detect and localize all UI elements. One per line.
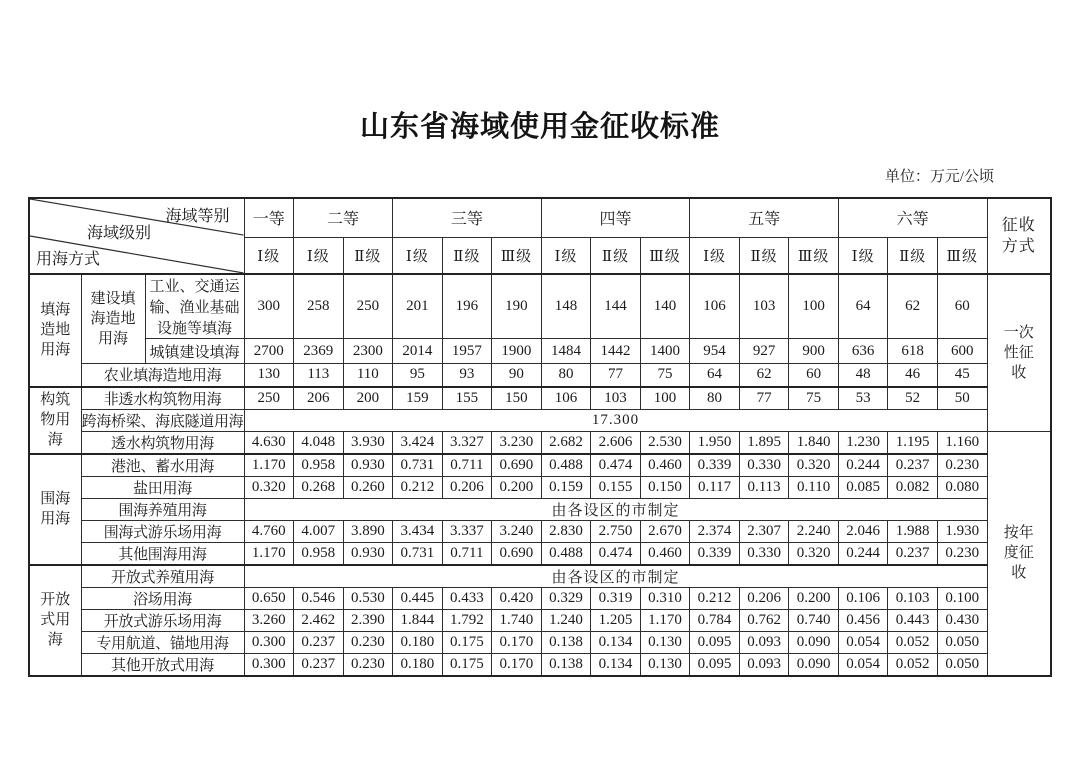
fee-value-cell: 2369 (294, 339, 344, 364)
fee-value-cell: 0.200 (789, 587, 839, 609)
use-type-cell: 透水构筑物用海 (81, 431, 244, 454)
fee-value-cell: 1.170 (640, 609, 690, 631)
fee-value-cell: 0.230 (343, 631, 393, 653)
fee-value-cell: 100 (640, 387, 690, 410)
use-category-cell-label: 开放式用海 (40, 592, 71, 648)
table-row (29, 498, 1051, 520)
fee-value-cell: 103 (591, 387, 641, 410)
fee-value-cell: 200 (343, 387, 393, 410)
fee-value-cell: 144 (591, 274, 641, 339)
fee-value-cell: 0.206 (739, 587, 789, 609)
fee-value-cell: 0.260 (343, 476, 393, 498)
fee-value-cell: 2.390 (343, 609, 393, 631)
use-subcategory-cell-label: 建设填海造地用海 (90, 291, 136, 347)
fee-value-cell: 2.682 (541, 431, 591, 454)
table-row (29, 520, 1051, 542)
fee-value-cell: 0.474 (591, 542, 641, 565)
corner-label-sea-level: 海域级别 (87, 225, 152, 242)
fee-value-cell: 52 (888, 387, 938, 410)
use-type-cell: 专用航道、锚地用海 (81, 631, 244, 653)
fee-value-cell: 148 (541, 274, 591, 339)
fee-value-cell: 3.930 (343, 431, 393, 454)
fee-value-cell: 3.260 (244, 609, 294, 631)
fee-value-cell: 2.046 (838, 520, 888, 542)
collection-method-cell (987, 431, 1051, 676)
table-row (29, 431, 1051, 454)
fee-value-cell: 0.237 (294, 631, 344, 653)
fee-value-cell: 106 (690, 274, 740, 339)
collection-method-header-label: 征收方式 (1001, 217, 1036, 255)
fee-value-cell: 1.895 (739, 431, 789, 454)
table-row (29, 609, 1051, 631)
fee-value-cell: 0.085 (838, 476, 888, 498)
level-header: Ⅰ级 (541, 237, 591, 274)
fee-value-cell: 0.300 (244, 631, 294, 653)
fee-value-cell: 0.731 (393, 454, 443, 477)
fee-value-cell: 103 (739, 274, 789, 339)
table-row (29, 387, 1051, 410)
fee-value-cell: 0.175 (442, 653, 492, 676)
fee-value-cell: 0.784 (690, 609, 740, 631)
fee-value-cell: 110 (343, 364, 393, 387)
fee-value-cell: 0.150 (640, 476, 690, 498)
use-type-cell: 开放式养殖用海 (81, 565, 244, 588)
fee-value-cell: 190 (492, 274, 542, 339)
fee-value-cell: 0.244 (838, 542, 888, 565)
fee-value-cell: 130 (244, 364, 294, 387)
fee-value-cell: 3.240 (492, 520, 542, 542)
fee-value-cell: 0.180 (393, 653, 443, 676)
use-category-cell-label: 填海造地用海 (40, 302, 71, 359)
fee-value-cell: 1.195 (888, 431, 938, 454)
fee-value-cell: 0.330 (739, 542, 789, 565)
fee-value-cell: 1.840 (789, 431, 839, 454)
fee-value-cell: 0.138 (541, 631, 591, 653)
fee-value-cell: 2.750 (591, 520, 641, 542)
fee-table (28, 197, 1052, 677)
fee-value-cell: 0.930 (343, 454, 393, 477)
fee-value-cell: 0.762 (739, 609, 789, 631)
fee-value-cell: 0.180 (393, 631, 443, 653)
use-category-cell-label: 围海用海 (40, 491, 71, 527)
fee-value-cell: 0.488 (541, 454, 591, 477)
fee-value-cell: 0.052 (888, 653, 938, 676)
fee-value-cell: 90 (492, 364, 542, 387)
fee-value-cell: 0.339 (690, 454, 740, 477)
fee-value-cell: 0.134 (591, 653, 641, 676)
level-header: Ⅰ级 (838, 237, 888, 274)
fee-value-cell: 48 (838, 364, 888, 387)
use-category-cell-label: 构筑物用海 (40, 392, 71, 448)
level-header: Ⅰ级 (393, 237, 443, 274)
fee-value-cell: 64 (838, 274, 888, 339)
fee-value-cell: 1.170 (244, 542, 294, 565)
fee-value-cell: 927 (739, 339, 789, 364)
table-row (29, 409, 1051, 431)
fee-value-cell: 150 (492, 387, 542, 410)
grade-group-header: 三等 (393, 198, 542, 237)
fee-value-cell: 0.212 (690, 587, 740, 609)
fee-value-cell: 0.711 (442, 542, 492, 565)
fee-value-cell: 62 (739, 364, 789, 387)
use-type-cell: 城镇建设填海 (145, 339, 244, 364)
fee-value-cell: 0.175 (442, 631, 492, 653)
table-row (29, 653, 1051, 676)
fee-value-cell: 196 (442, 274, 492, 339)
level-header: Ⅲ级 (789, 237, 839, 274)
fee-value-cell: 60 (937, 274, 987, 339)
fee-value-cell: 0.054 (838, 631, 888, 653)
fee-value-cell: 2.462 (294, 609, 344, 631)
table-row (29, 631, 1051, 653)
fee-value-cell: 0.530 (343, 587, 393, 609)
merged-value-cell: 17.300 (244, 409, 987, 431)
fee-value-cell: 0.200 (492, 476, 542, 498)
use-type-cell: 浴场用海 (81, 587, 244, 609)
fee-value-cell: 0.690 (492, 542, 542, 565)
fee-value-cell: 0.052 (888, 631, 938, 653)
fee-value-cell: 62 (888, 274, 938, 339)
fee-value-cell: 93 (442, 364, 492, 387)
use-type-cell: 其他围海用海 (81, 542, 244, 565)
use-category-cell (29, 454, 81, 565)
use-type-cell: 农业填海造地用海 (81, 364, 244, 387)
grade-group-header: 五等 (690, 198, 839, 237)
table-header (29, 198, 1051, 274)
fee-value-cell: 4.630 (244, 431, 294, 454)
collection-method-header (987, 198, 1051, 274)
fee-value-cell: 0.093 (739, 631, 789, 653)
use-type-cell: 非透水构筑物用海 (81, 387, 244, 410)
fee-value-cell: 0.050 (937, 631, 987, 653)
fee-value-cell: 0.488 (541, 542, 591, 565)
fee-value-cell: 2.670 (640, 520, 690, 542)
fee-value-cell: 1442 (591, 339, 641, 364)
fee-value-cell: 100 (789, 274, 839, 339)
merged-value-cell: 由各设区的市制定 (244, 498, 987, 520)
fee-value-cell: 0.731 (393, 542, 443, 565)
level-header: Ⅲ级 (937, 237, 987, 274)
fee-value-cell: 0.095 (690, 631, 740, 653)
fee-value-cell: 4.007 (294, 520, 344, 542)
fee-value-cell: 954 (690, 339, 740, 364)
fee-value-cell: 80 (541, 364, 591, 387)
fee-value-cell: 53 (838, 387, 888, 410)
fee-value-cell: 0.546 (294, 587, 344, 609)
fee-value-cell: 0.443 (888, 609, 938, 631)
fee-value-cell: 75 (640, 364, 690, 387)
use-type-cell: 跨海桥梁、海底隧道用海 (81, 409, 244, 431)
table-row (29, 274, 1051, 339)
grade-group-header: 一等 (244, 198, 294, 237)
use-type-cell: 围海养殖用海 (81, 498, 244, 520)
fee-value-cell: 600 (937, 339, 987, 364)
fee-value-cell: 0.474 (591, 454, 641, 477)
unit-label: 单位：万元/公顷 (884, 169, 994, 185)
fee-value-cell: 201 (393, 274, 443, 339)
fee-value-cell: 1.950 (690, 431, 740, 454)
fee-value-cell: 140 (640, 274, 690, 339)
fee-value-cell: 113 (294, 364, 344, 387)
fee-value-cell: 0.460 (640, 454, 690, 477)
level-header: Ⅲ级 (640, 237, 690, 274)
fee-value-cell: 1400 (640, 339, 690, 364)
fee-value-cell: 0.339 (690, 542, 740, 565)
fee-value-cell: 0.237 (888, 454, 938, 477)
use-category-cell (29, 565, 81, 676)
fee-value-cell: 2.830 (541, 520, 591, 542)
use-type-cell: 港池、蓄水用海 (81, 454, 244, 477)
fee-value-cell: 250 (343, 274, 393, 339)
table-row (29, 364, 1051, 387)
fee-value-cell: 0.420 (492, 587, 542, 609)
fee-value-cell: 1.740 (492, 609, 542, 631)
fee-value-cell: 0.080 (937, 476, 987, 498)
use-type-cell: 开放式游乐场用海 (81, 609, 244, 631)
fee-value-cell: 3.337 (442, 520, 492, 542)
fee-value-cell: 159 (393, 387, 443, 410)
fee-value-cell: 0.130 (640, 631, 690, 653)
fee-value-cell: 0.230 (937, 542, 987, 565)
fee-value-cell: 77 (591, 364, 641, 387)
fee-value-cell: 75 (789, 387, 839, 410)
table-body (29, 274, 1051, 676)
fee-value-cell: 3.890 (343, 520, 393, 542)
fee-value-cell: 0.430 (937, 609, 987, 631)
fee-value-cell: 3.230 (492, 431, 542, 454)
fee-value-cell: 1.160 (937, 431, 987, 454)
fee-value-cell: 0.138 (541, 653, 591, 676)
fee-value-cell: 0.320 (244, 476, 294, 498)
fee-value-cell: 0.117 (690, 476, 740, 498)
use-category-cell (29, 274, 81, 387)
collection-method-cell (987, 274, 1051, 431)
fee-value-cell: 0.711 (442, 454, 492, 477)
fee-value-cell: 0.159 (541, 476, 591, 498)
grade-group-header: 四等 (541, 198, 690, 237)
fee-value-cell: 0.090 (789, 631, 839, 653)
fee-value-cell: 0.212 (393, 476, 443, 498)
fee-value-cell: 250 (244, 387, 294, 410)
use-type-cell: 围海式游乐场用海 (81, 520, 244, 542)
corner-cell (29, 198, 244, 274)
table-row (29, 542, 1051, 565)
fee-value-cell: 2014 (393, 339, 443, 364)
table-row (29, 454, 1051, 477)
fee-value-cell: 1957 (442, 339, 492, 364)
fee-value-cell: 80 (690, 387, 740, 410)
page-title: 山东省海域使用金征收标准 (359, 111, 720, 143)
fee-value-cell: 0.155 (591, 476, 641, 498)
fee-value-cell: 0.958 (294, 454, 344, 477)
fee-value-cell: 0.050 (937, 653, 987, 676)
fee-value-cell: 618 (888, 339, 938, 364)
collection-method-cell-label: 一次性征收 (1003, 324, 1034, 381)
fee-value-cell: 0.740 (789, 609, 839, 631)
fee-value-cell: 0.690 (492, 454, 542, 477)
fee-value-cell: 0.230 (937, 454, 987, 477)
fee-value-cell: 2.606 (591, 431, 641, 454)
fee-value-cell: 0.310 (640, 587, 690, 609)
fee-value-cell: 0.113 (739, 476, 789, 498)
use-type-cell: 盐田用海 (81, 476, 244, 498)
fee-value-cell: 0.130 (640, 653, 690, 676)
fee-value-cell: 636 (838, 339, 888, 364)
level-header: Ⅰ级 (294, 237, 344, 274)
merged-value-cell: 由各设区的市制定 (244, 565, 987, 588)
level-header: Ⅱ级 (739, 237, 789, 274)
table-row (29, 587, 1051, 609)
fee-value-cell: 0.100 (937, 587, 987, 609)
fee-value-cell: 2300 (343, 339, 393, 364)
fee-value-cell: 0.110 (789, 476, 839, 498)
fee-value-cell: 2.307 (739, 520, 789, 542)
fee-value-cell: 0.106 (838, 587, 888, 609)
fee-value-cell: 0.930 (343, 542, 393, 565)
fee-value-cell: 46 (888, 364, 938, 387)
fee-value-cell: 1484 (541, 339, 591, 364)
grade-header-row (29, 198, 1051, 237)
use-category-cell (29, 387, 81, 454)
table-row (29, 476, 1051, 498)
fee-value-cell: 900 (789, 339, 839, 364)
fee-value-cell: 2.240 (789, 520, 839, 542)
fee-value-cell: 0.320 (789, 542, 839, 565)
fee-value-cell: 4.048 (294, 431, 344, 454)
fee-value-cell: 60 (789, 364, 839, 387)
corner-label-sea-grade: 海域等别 (165, 208, 230, 225)
use-type-cell: 其他开放式用海 (81, 653, 244, 676)
fee-value-cell: 0.329 (541, 587, 591, 609)
table-row (29, 339, 1051, 364)
fee-value-cell: 1.205 (591, 609, 641, 631)
fee-value-cell: 3.424 (393, 431, 443, 454)
fee-value-cell: 2.374 (690, 520, 740, 542)
fee-value-cell: 4.760 (244, 520, 294, 542)
fee-value-cell: 106 (541, 387, 591, 410)
fee-value-cell: 1.240 (541, 609, 591, 631)
fee-value-cell: 0.456 (838, 609, 888, 631)
fee-value-cell: 0.237 (294, 653, 344, 676)
level-header: Ⅱ级 (591, 237, 641, 274)
fee-value-cell: 64 (690, 364, 740, 387)
fee-value-cell: 0.093 (739, 653, 789, 676)
fee-value-cell: 300 (244, 274, 294, 339)
fee-value-cell: 206 (294, 387, 344, 410)
fee-value-cell: 0.095 (690, 653, 740, 676)
grade-group-header: 二等 (294, 198, 393, 237)
fee-value-cell: 77 (739, 387, 789, 410)
fee-value-cell: 0.268 (294, 476, 344, 498)
fee-value-cell: 0.054 (838, 653, 888, 676)
fee-value-cell: 0.300 (244, 653, 294, 676)
level-header: Ⅰ级 (690, 237, 740, 274)
use-subcategory-cell (81, 274, 145, 364)
fee-value-cell: 1.844 (393, 609, 443, 631)
fee-value-cell: 0.230 (343, 653, 393, 676)
fee-value-cell: 50 (937, 387, 987, 410)
grade-group-header: 六等 (838, 198, 987, 237)
fee-value-cell: 1.230 (838, 431, 888, 454)
level-header: Ⅱ级 (888, 237, 938, 274)
fee-value-cell: 0.244 (838, 454, 888, 477)
level-header: Ⅲ级 (492, 237, 542, 274)
fee-value-cell: 155 (442, 387, 492, 410)
collection-method-cell-label: 按年度征收 (1003, 525, 1034, 581)
level-header: Ⅰ级 (244, 237, 294, 274)
corner-label-use-mode: 用海方式 (36, 251, 101, 268)
fee-value-cell: 45 (937, 364, 987, 387)
fee-value-cell: 0.460 (640, 542, 690, 565)
fee-value-cell: 3.327 (442, 431, 492, 454)
fee-value-cell: 0.090 (789, 653, 839, 676)
fee-value-cell: 0.445 (393, 587, 443, 609)
fee-value-cell: 0.170 (492, 653, 542, 676)
fee-value-cell: 1.930 (937, 520, 987, 542)
fee-value-cell: 0.650 (244, 587, 294, 609)
fee-value-cell: 1.170 (244, 454, 294, 477)
fee-value-cell: 1900 (492, 339, 542, 364)
fee-value-cell: 0.237 (888, 542, 938, 565)
fee-value-cell: 258 (294, 274, 344, 339)
fee-value-cell: 2700 (244, 339, 294, 364)
fee-value-cell: 0.103 (888, 587, 938, 609)
use-type-cell: 工业、交通运输、渔业基础设施等填海 (145, 274, 244, 339)
fee-value-cell: 0.330 (739, 454, 789, 477)
fee-value-cell: 0.319 (591, 587, 641, 609)
fee-value-cell: 0.170 (492, 631, 542, 653)
level-header: Ⅱ级 (442, 237, 492, 274)
fee-value-cell: 0.958 (294, 542, 344, 565)
level-header: Ⅱ级 (343, 237, 393, 274)
fee-value-cell: 1.988 (888, 520, 938, 542)
fee-value-cell: 0.206 (442, 476, 492, 498)
fee-value-cell: 2.530 (640, 431, 690, 454)
fee-value-cell: 0.134 (591, 631, 641, 653)
fee-value-cell: 1.792 (442, 609, 492, 631)
fee-value-cell: 0.082 (888, 476, 938, 498)
fee-value-cell: 0.320 (789, 454, 839, 477)
table-row (29, 565, 1051, 588)
fee-value-cell: 3.434 (393, 520, 443, 542)
fee-value-cell: 0.433 (442, 587, 492, 609)
fee-value-cell: 95 (393, 364, 443, 387)
